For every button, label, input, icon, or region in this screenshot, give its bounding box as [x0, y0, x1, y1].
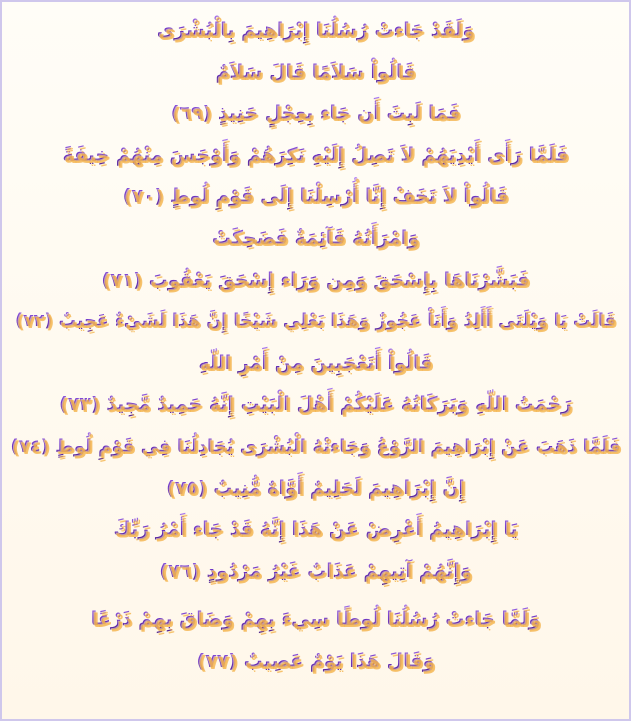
verse-line: قَالُواْ سَلاَمًا قَالَ سَلاَمٌ [215, 52, 415, 94]
verse-line: قَالُواْ أَتَعْجَبِينَ مِنْ أَمْرِ اللّهِ [198, 343, 432, 385]
verse-line: وَلَقَدْ جَاءتْ رُسُلُنَا إِبْرَاهِيمَ بِالْبُشْرَى [157, 10, 475, 52]
verse-line: وَقَالَ هَذَا يَوْمٌ عَصِيبٌ (٧٧) [196, 641, 434, 683]
verse-line: فَمَا لَبِثَ أَن جَاء بِعِجْلٍ حَنِيذٍ (٦٩) [171, 93, 461, 135]
verse-line: يَا إِبْرَاهِيمُ أَعْرِضْ عَنْ هَذَا إِنَّهُ قَدْ جَاء أَمْرُ رَبِّكَ [113, 509, 517, 551]
verse-line: رَحْمَتُ اللّهِ وَبَرَكَاتُهُ عَلَيْكُمْ أَهْلَ الْبَيْتِ إِنَّهُ حَمِيدٌ مَّجِيدٌ (٧٣) [59, 384, 572, 426]
verse-line: فَلَمَّا رَأَى أَيْدِيَهُمْ لاَ تَصِلُ إِلَيْهِ نَكِرَهُمْ وَأَوْجَسَ مِنْهُمْ خِيفَةً [63, 135, 569, 177]
verse-line: فَبَشَّرْنَاهَا بِإِسْحَقَ وَمِن وَرَاء إِسْحَقَ يَعْقُوبَ (٧١) [101, 260, 529, 302]
verses-list [2, 10, 629, 719]
verse-line: وَإِنَّهُمْ آتِيهِمْ عَذَابٌ غَيْرُ مَرْدُودٍ (٧٦) [159, 551, 471, 593]
verse-line: وَلَمَّا جَاءتْ رُسُلُنَا لُوطًا سِيءَ بِهِمْ وَضَاقَ بِهِمْ ذَرْعًا [91, 599, 541, 641]
verse-line: فَلَمَّا ذَهَبَ عَنْ إِبْرَاهِيمَ الرَّوْعُ وَجَاءتْهُ الْبُشْرَى يُجَادِلُنَا فِي قَوْمِ لُوطٍ (٧٤) [10, 426, 620, 468]
verse-line: قَالُواْ لاَ تَخَفْ إِنَّا أُرْسِلْنَا إِلَى قَوْمِ لُوطٍ (٧٠) [123, 176, 509, 218]
verse-line: إِنَّ إِبْرَاهِيمَ لَحَلِيمٌ أَوَّاهٌ مُّنِيبٌ (٧٥) [166, 468, 465, 510]
verse-line: قَالَتْ يَا وَيْلَتَى أَأَلِدُ وَأَنَاْ عَجُوزٌ وَهَذَا بَعْلِي شَيْخًا إِنَّ هَذَا لَشَيْءٌ عَجِيبٌ (٧٢) [15, 301, 616, 343]
verse-line: وَامْرَأَتُهُ قَآئِمَةٌ فَضَحِكَتْ [212, 218, 419, 260]
